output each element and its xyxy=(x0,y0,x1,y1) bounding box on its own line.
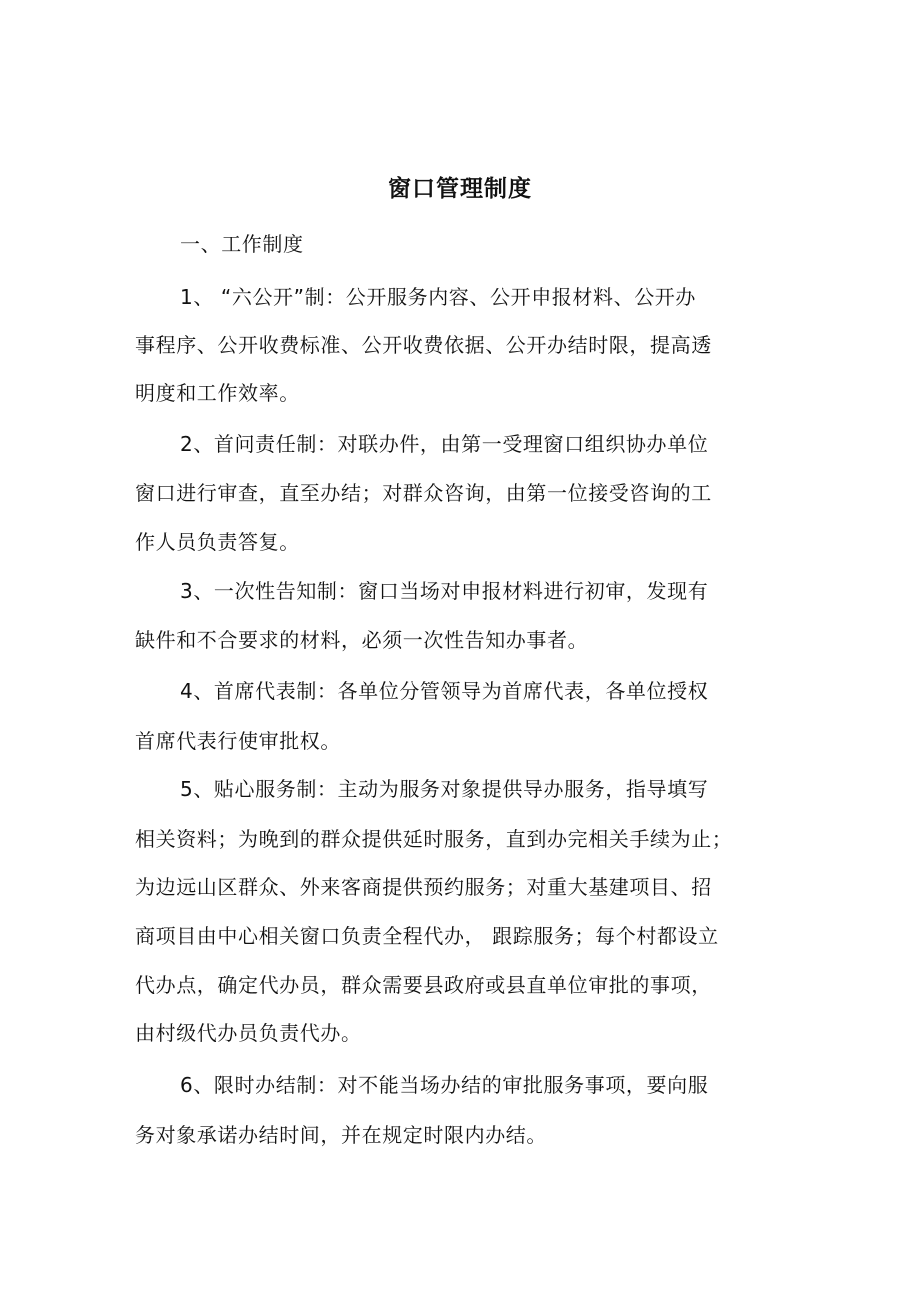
paragraph-line: 3、一次性告知制：窗口当场对申报材料进行初审，发现有 xyxy=(180,579,709,603)
paragraph-line: 由村级代办员负责代办。 xyxy=(135,1021,362,1045)
paragraph-line: 缺件和不合要求的材料，必须一次性告知办事者。 xyxy=(135,628,589,652)
paragraph-line: 作人员负责答复。 xyxy=(135,530,300,554)
paragraph-line: 明度和工作效率。 xyxy=(135,381,300,405)
paragraph-line: 5、贴心服务制：主动为服务对象提供导办服务，指导填写 xyxy=(180,777,709,801)
paragraph-line: 代办点，确定代办员，群众需要县政府或县直单位审批的事项， xyxy=(135,973,712,997)
paragraph-line: 1、 “六公开”制：公开服务内容、公开申报材料、公开办 xyxy=(180,285,697,309)
paragraph-line: 商项目由中心相关窗口负责全程代办， 跟踪服务；每个村都设立 xyxy=(135,924,719,948)
paragraph-line: 事程序、公开收费标准、公开收费依据、公开办结时限，提高透 xyxy=(135,333,712,357)
document-title: 窗口管理制度 xyxy=(388,176,532,202)
paragraph-line: 窗口进行审查，直至办结；对群众咨询，由第一位接受咨询的工 xyxy=(135,481,712,505)
paragraph-line: 务对象承诺办结时间，并在规定时限内办结。 xyxy=(135,1123,547,1147)
paragraph-line: 2、首问责任制：对联办件，由第一受理窗口组织协办单位 xyxy=(180,432,709,456)
section-heading: 一、工作制度 xyxy=(180,232,304,256)
paragraph-line: 4、首席代表制：各单位分管领导为首席代表，各单位授权 xyxy=(180,679,709,703)
paragraph-line: 6、限时办结制：对不能当场办结的审批服务事项，要向服 xyxy=(180,1073,709,1097)
paragraph-line: 相关资料；为晚到的群众提供延时服务，直到办完相关手续为止； xyxy=(135,827,733,851)
paragraph-line: 首席代表行使审批权。 xyxy=(135,729,341,753)
paragraph-line: 为边远山区群众、外来客商提供预约服务；对重大基建项目、招 xyxy=(135,875,712,899)
